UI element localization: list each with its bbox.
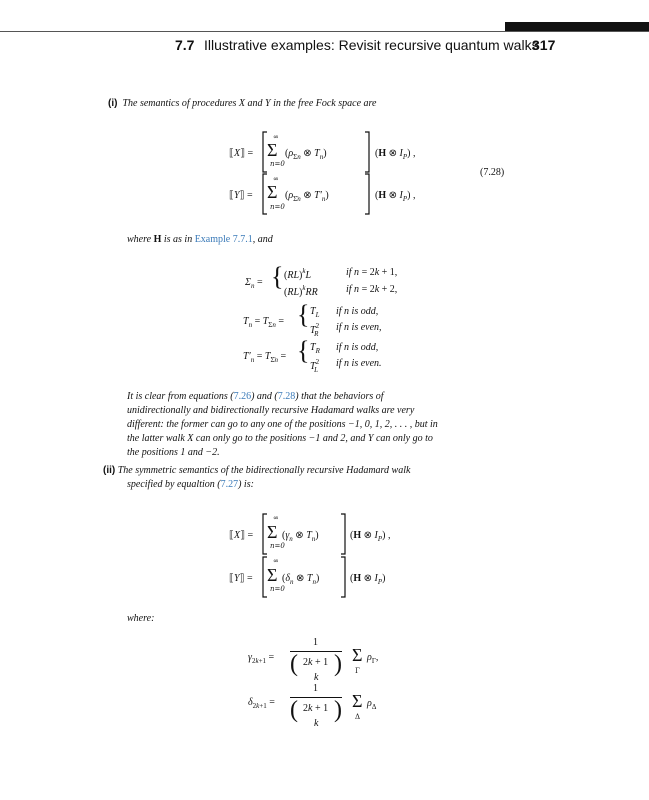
where-label: where:: [127, 613, 155, 624]
header-rule: [0, 31, 649, 32]
T-cond-1: if n is odd,: [336, 306, 379, 317]
sum-lower-X: n=0: [270, 160, 285, 168]
link-eq-7-28[interactable]: 7.28: [277, 391, 296, 402]
delta-rho: $\rho_\Delta$: [367, 698, 377, 711]
sym-equation-Y: ⟦Y⟧ =: [229, 573, 253, 584]
gamma-binom-top: 2k + 1: [303, 657, 329, 668]
sigma-cond-1: if n = 2k + 1,: [346, 267, 398, 278]
gamma-binom-bottom: k: [314, 672, 319, 683]
delta-binom-top: 2k + 1: [303, 703, 329, 714]
item-i-label: (i): [108, 98, 118, 109]
T-prime-cond-1: if n is odd,: [336, 342, 379, 353]
term-Y: ($\rho_{\Sigmān}$ ⊗ $T'_n$): [285, 190, 329, 203]
item-ii-intro: (ii) The symmetric semantics of the bidirectionally recursive Hadamard walk specified by equaltion (7.27) is:: [103, 465, 411, 490]
item-ii-label: (ii): [103, 465, 116, 476]
T-cond-2: if n is even,: [336, 322, 382, 333]
sigma-cond-2: if n = 2k + 2,: [346, 284, 398, 295]
gamma-numerator: 1: [313, 637, 318, 648]
sym-term-X: ($\gamma_n$ ⊗ $T_n$): [282, 530, 319, 543]
brace-T-prime: {: [297, 336, 310, 365]
link-eq-7-27[interactable]: 7.27: [220, 479, 239, 490]
sum-lower-Y: n=0: [270, 203, 285, 211]
gamma-def: $\gamma_{2k+1}$ =: [248, 652, 275, 665]
gamma-paren-close: ): [334, 651, 342, 677]
gamma-rho: $\rho_\Gamma$,: [367, 652, 379, 665]
sym-sum-upper-X: ∞: [273, 514, 279, 522]
section-title: Illustrative examples: Revisit recursive quantum walks: [204, 37, 539, 53]
brace-sigma: {: [271, 262, 284, 291]
sigma-n-def: $\Sigma_n$ =: [245, 277, 263, 290]
gamma-sum: Σ: [352, 645, 363, 665]
delta-binom-bottom: k: [314, 718, 319, 729]
page-number: 317: [532, 37, 556, 53]
sym-sum-upper-Y: ∞: [273, 557, 279, 565]
behavior-paragraph: It is clear from equations (7.26) and (7.28) that the behaviors of unidirectionally and bidirectionally recursive Hadamard walks are very different: the former can go to any one of the positions −1, 0, 1, 2, . . . , but in the latter walk X can only go to the positions −1 and 2, and Y can only go to the positions 1 and −2.: [127, 391, 438, 458]
T-case-1: $T_L$: [310, 306, 320, 319]
sym-sum-X: Σ: [267, 522, 278, 542]
sym-term-Y: ($\delta_n$ ⊗ $T_n$): [282, 573, 320, 586]
sym-sum-Y: Σ: [267, 565, 278, 585]
T-n-def: $T_n = T_{\Sigma n}$ =: [243, 316, 284, 329]
sum-upper-Y: ∞: [273, 175, 279, 183]
brace-T: {: [297, 300, 310, 329]
T-case-2: $T^2_R$: [310, 322, 320, 338]
term-X: ($\rho_{\Sigma n}$ ⊗ $T_n$): [285, 148, 327, 161]
sum-upper-X: ∞: [273, 133, 279, 141]
sym-sum-lower-Y: n=0: [270, 585, 285, 593]
gamma-sum-lower: Γ: [355, 667, 360, 675]
sigma-case-1: (RL)$^k$L: [284, 267, 312, 281]
H-term-X: (H ⊗ $I_P$) ,: [375, 148, 416, 161]
delta-sum: Σ: [352, 691, 363, 711]
section-number: 7.7: [175, 37, 195, 53]
T-prime-case-2: $T^2_L$: [310, 358, 320, 374]
delta-sum-lower: Δ: [355, 713, 361, 721]
delta-def: $\delta_{2k+1}$ =: [248, 697, 275, 710]
sym-equation-X: ⟦X⟧ =: [229, 530, 254, 541]
equation-X-semantics: ⟦X⟧ =: [229, 148, 254, 159]
item-i-intro: (i) The semantics of procedures X and Y in the free Fock space are: [108, 98, 377, 109]
H-term-Y: (H ⊗ $I_P$) ,: [375, 190, 416, 203]
delta-paren-close: ): [334, 697, 342, 723]
sum-Y: Σ: [267, 182, 278, 202]
where-H-line: where H is as in Example 7.7.1, and: [127, 234, 273, 245]
T-prime-cond-2: if n is even.: [336, 358, 382, 369]
sym-H-Y: (H ⊗ $I_P$): [350, 573, 386, 586]
equation-Y-semantics: ⟦Y⟧ =: [229, 190, 253, 201]
delta-paren-open: (: [290, 697, 298, 723]
T-prime-case-1: $T_R$: [310, 342, 320, 355]
sum-X: Σ: [267, 140, 278, 160]
sym-sum-lower-X: n=0: [270, 542, 285, 550]
sym-H-X: (H ⊗ $I_P$) ,: [350, 530, 391, 543]
delta-numerator: 1: [313, 683, 318, 694]
link-example-7-7-1[interactable]: Example 7.7.1: [194, 234, 253, 245]
header-bar: [505, 22, 649, 31]
gamma-paren-open: (: [290, 651, 298, 677]
sigma-case-2: (RL)$^k$RR: [284, 284, 318, 298]
eq-number-7-28: (7.28): [480, 167, 505, 178]
link-eq-7-26[interactable]: 7.26: [233, 391, 252, 402]
T-prime-n-def: $T'_n = T_{\Sigmān}$ =: [243, 351, 287, 364]
